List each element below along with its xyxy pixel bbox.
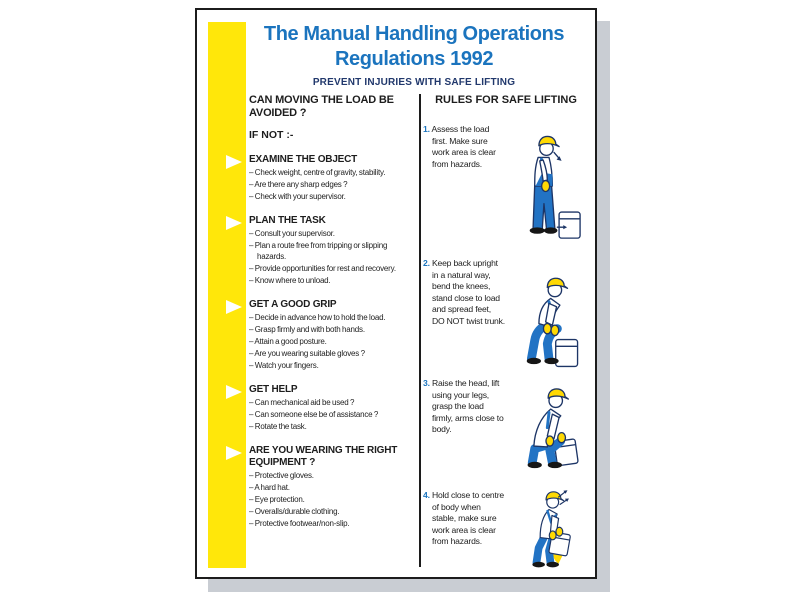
checklist-item: – Can someone else be of assistance ? [249,410,379,419]
left-column [249,94,417,529]
title-line-1: The Manual Handling Operations [263,23,565,45]
checklist-item: – Grasp firmly and with both hands. [249,325,365,334]
checklist-item: – Plan a route free from tripping or slipping hazards. [249,241,388,261]
checklist-item: – Can mechanical aid be used ? [249,398,355,407]
yellow-accent-bar [208,22,246,568]
section-heading: EXAMINE THE OBJECT [249,154,358,165]
step-4-text-block [423,490,505,576]
checklist-item: – Provide opportunities for rest and recovery. [249,264,396,273]
section-heading: PLAN THE TASK [249,215,326,226]
section-get-help [249,384,417,432]
step-text: Keep back upright in a natural way, bend the knees, stand close to load and spread feet, DO NOT twist trunk. [431,258,505,326]
checklist-item: – Decide in advance how to hold the load. [249,313,386,322]
step-number: 2. [423,258,430,268]
section-examine-the-object [249,154,417,202]
step-text: Hold close to centre of body when stable, make sure work area is clear from hazards. [431,490,504,547]
step-number: 4. [423,490,430,500]
checklist-item: – Protective gloves. [249,471,314,480]
checklist-item: – Overalls/durable clothing. [249,507,340,516]
checklist-item: – Check with your supervisor. [249,192,346,201]
section-right-equipment [249,445,417,529]
section-plan-the-task [249,215,417,286]
left-column-header: CAN MOVING THE LOAD BE AVOIDED ? [249,94,394,119]
step-1 [423,114,591,244]
checklist-item: – Protective footwear/non-slip. [249,519,350,528]
section-arrow-icon [226,385,242,399]
checklist-item: – Know where to unload. [249,276,331,285]
worker-carrying-load-illustration [507,480,591,576]
worker-assessing-load-illustration [507,114,591,244]
worker-lifting-load-illustration [507,368,591,478]
step-number: 3. [423,378,430,388]
section-arrow-icon [226,300,242,314]
step-3 [423,368,591,478]
step-text: Raise the head, lift using your legs, grasp the load firmly, arms close to body. [431,378,504,435]
step-2 [423,248,591,374]
checklist-item: – Eye protection. [249,495,305,504]
step-2-text-block [423,258,505,374]
step-1-text-block [423,124,505,244]
section-arrow-icon [226,155,242,169]
column-divider [419,94,421,567]
title-line-2: Regulations 1992 [334,48,494,70]
section-arrow-icon [226,216,242,230]
section-get-a-good-grip [249,299,417,371]
checklist-item: – Consult your supervisor. [249,229,335,238]
checklist-item: – Are you wearing suitable gloves ? [249,349,365,358]
checklist-item: – Check weight, centre of gravity, stability. [249,168,386,177]
checklist-item: – Watch your fingers. [249,361,319,370]
section-heading: GET HELP [249,384,298,395]
right-column-header: RULES FOR SAFE LIFTING [435,94,577,106]
step-4 [423,480,591,576]
poster-subtitle: PREVENT INJURIES WITH SAFE LIFTING [312,77,516,88]
checklist-item: – Rotate the task. [249,422,307,431]
safety-poster [195,8,597,579]
section-arrow-icon [226,446,242,460]
checklist-item: – Are there any sharp edges ? [249,180,348,189]
section-heading: GET A GOOD GRIP [249,299,337,310]
checklist-item: – A hard hat. [249,483,290,492]
step-number: 1. [423,124,430,134]
if-not-label: IF NOT :- [249,129,294,141]
checklist-item: – Attain a good posture. [249,337,327,346]
step-text: Assess the load first. Make sure work area is clear from hazards. [431,124,496,169]
worker-bending-knees-illustration [507,248,591,374]
section-heading: ARE YOU WEARING THE RIGHT EQUIPMENT ? [249,445,398,468]
step-3-text-block [423,378,505,478]
poster-title [243,22,585,72]
